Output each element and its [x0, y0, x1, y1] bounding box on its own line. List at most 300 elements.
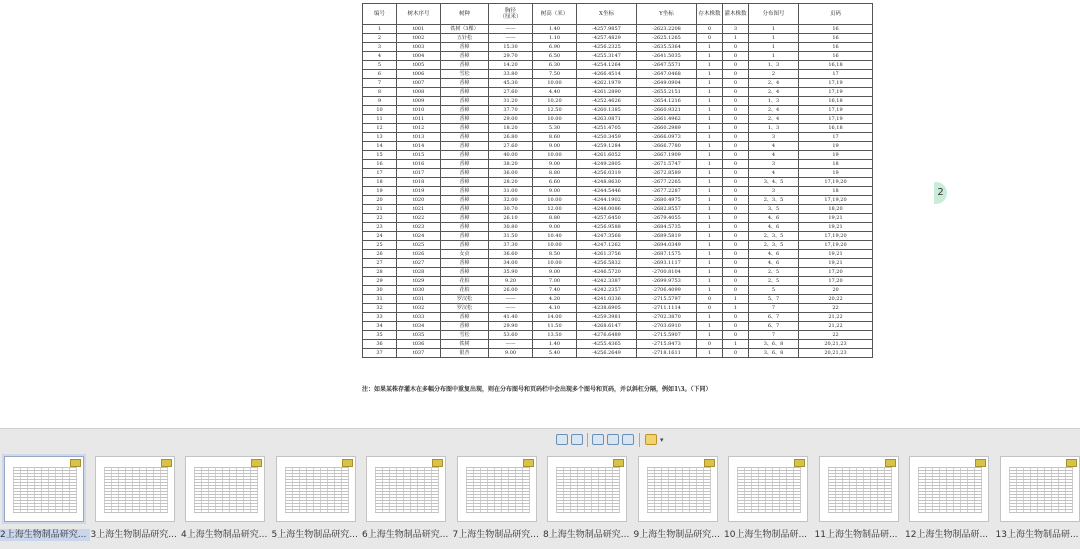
table-cell: t003: [397, 43, 441, 52]
table-row: [363, 304, 873, 313]
table-row: [363, 340, 873, 349]
column-header: 灌木株数: [723, 4, 749, 25]
table-cell: 1: [697, 88, 723, 97]
page-thumbnail[interactable]: [1000, 456, 1080, 544]
table-cell: 3、5: [749, 205, 799, 214]
table-cell: 2、4: [749, 115, 799, 124]
table-row: [363, 61, 873, 70]
table-cell: 2、4: [749, 79, 799, 88]
fit-width-icon[interactable]: [607, 434, 619, 445]
table-row: [363, 97, 873, 106]
table-cell: 香樟: [441, 169, 489, 178]
file-type-icon: [342, 459, 353, 467]
table-cell: 1: [697, 286, 723, 295]
table-cell: 雪松: [441, 331, 489, 340]
table-cell: 女贞: [441, 250, 489, 259]
table-cell: 17,19,20: [799, 196, 873, 205]
table-cell: 19,21: [799, 223, 873, 232]
table-cell: 0: [723, 241, 749, 250]
thumbnail-label: 7上海生物制品研究...: [453, 529, 543, 541]
zoom-out-icon[interactable]: [556, 434, 568, 445]
table-cell: t027: [397, 259, 441, 268]
table-cell: -2623.2208: [637, 25, 697, 34]
page-thumbnail[interactable]: [366, 456, 446, 544]
table-cell: -4263.0871: [577, 115, 637, 124]
table-cell: 4、6: [749, 214, 799, 223]
table-cell: t035: [397, 331, 441, 340]
table-cell: 5.30: [533, 124, 577, 133]
table-cell: 1: [723, 34, 749, 43]
table-cell: 0: [697, 340, 723, 349]
table-cell: 21,22: [799, 313, 873, 322]
table-cell: 6.30: [533, 61, 577, 70]
table-cell: 17,19,20: [799, 232, 873, 241]
thumbnail-page-image: [828, 467, 892, 513]
table-cell: 0: [697, 304, 723, 313]
thumbnail-page-image: [647, 467, 711, 513]
table-cell: -2715.8473: [637, 340, 697, 349]
table-cell: 26.10: [489, 214, 533, 223]
table-cell: 19: [799, 142, 873, 151]
table-cell: 1.40: [533, 340, 577, 349]
column-header: X坐标: [577, 4, 637, 25]
table-cell: 2、5: [749, 277, 799, 286]
thumbnail-toolbar: [0, 429, 1080, 451]
table-cell: 34: [363, 322, 397, 331]
table-cell: 40.00: [489, 151, 533, 160]
table-cell: 18: [799, 187, 873, 196]
table-cell: 28: [363, 268, 397, 277]
table-cell: 0: [723, 133, 749, 142]
table-cell: 11.50: [533, 322, 577, 331]
thumbnail-preview: [366, 456, 446, 522]
table-cell: 香樟: [441, 88, 489, 97]
table-cell: 10.00: [533, 79, 577, 88]
table-cell: 香樟: [441, 241, 489, 250]
table-cell: 16,18: [799, 97, 873, 106]
file-type-icon: [704, 459, 715, 467]
thumbnail-page-image: [104, 467, 168, 513]
table-row: [363, 268, 873, 277]
table-cell: -4262.1979: [577, 79, 637, 88]
table-cell: t019: [397, 187, 441, 196]
toolbar-divider: [587, 433, 588, 447]
table-cell: 2: [363, 34, 397, 43]
table-cell: t033: [397, 313, 441, 322]
table-cell: -4244.1902: [577, 196, 637, 205]
table-cell: -4257.6450: [577, 214, 637, 223]
table-cell: 16,18: [799, 61, 873, 70]
thumbnail-preview: [95, 456, 175, 522]
table-cell: t018: [397, 178, 441, 187]
table-cell: 37: [363, 349, 397, 358]
column-header: 页码: [799, 4, 873, 25]
table-cell: -2655.2151: [637, 88, 697, 97]
table-cell: 香樟: [441, 115, 489, 124]
table-cell: 1: [697, 268, 723, 277]
table-cell: 28.20: [489, 178, 533, 187]
page-thumbnail[interactable]: [909, 456, 989, 544]
thumbnail-preview: [547, 456, 627, 522]
table-row: [363, 259, 873, 268]
column-header: 树木序号: [397, 4, 441, 25]
table-cell: 6、7: [749, 322, 799, 331]
table-cell: 10.00: [533, 259, 577, 268]
table-cell: ——: [489, 304, 533, 313]
table-cell: 1: [697, 106, 723, 115]
table-cell: -2682.8557: [637, 205, 697, 214]
table-cell: 26: [363, 250, 397, 259]
table-cell: 0: [723, 151, 749, 160]
table-cell: -4247.1262: [577, 241, 637, 250]
file-type-icon: [613, 459, 624, 467]
table-cell: 32.00: [489, 196, 533, 205]
table-cell: 1: [697, 214, 723, 223]
table-cell: 香樟: [441, 178, 489, 187]
table-cell: 香樟: [441, 97, 489, 106]
table-row: [363, 124, 873, 133]
table-cell: 7.40: [533, 286, 577, 295]
page-thumbnail[interactable]: [819, 456, 899, 544]
table-row: [363, 160, 873, 169]
table-cell: 27: [363, 259, 397, 268]
table-row: [363, 115, 873, 124]
table-cell: 10: [363, 106, 397, 115]
table-cell: -2667.1909: [637, 151, 697, 160]
table-cell: 香樟: [441, 79, 489, 88]
table-row: [363, 232, 873, 241]
table-cell: 0: [697, 34, 723, 43]
table-cell: -2689.5819: [637, 232, 697, 241]
table-cell: 20: [363, 196, 397, 205]
table-cell: 18: [363, 178, 397, 187]
thumbnail-preview: [909, 456, 989, 522]
table-cell: 1: [697, 52, 723, 61]
actual-size-icon[interactable]: [622, 434, 634, 445]
table-cell: 12: [363, 124, 397, 133]
table-cell: 21,22: [799, 322, 873, 331]
table-cell: 3: [749, 133, 799, 142]
table-row: [363, 142, 873, 151]
table-cell: 7: [749, 304, 799, 313]
table-cell: -4259.3981: [577, 313, 637, 322]
table-cell: 16: [363, 160, 397, 169]
table-row: [363, 205, 873, 214]
table-cell: 0: [723, 97, 749, 106]
table-cell: t020: [397, 196, 441, 205]
table-cell: 1: [697, 61, 723, 70]
column-header: 胸径 （厘米）: [489, 4, 533, 25]
table-cell: -2679.4055: [637, 214, 697, 223]
table-cell: -4261.3756: [577, 250, 637, 259]
page-thumbnail[interactable]: [638, 456, 718, 544]
table-cell: 4: [749, 169, 799, 178]
table-cell: 香樟: [441, 187, 489, 196]
table-row: [363, 70, 873, 79]
file-type-icon: [251, 459, 262, 467]
table-cell: -2635.5364: [637, 43, 697, 52]
table-row: [363, 151, 873, 160]
table-cell: 0: [723, 124, 749, 133]
table-cell: t031: [397, 295, 441, 304]
table-cell: 1: [697, 277, 723, 286]
table-cell: 17,19: [799, 88, 873, 97]
table-cell: 14: [363, 142, 397, 151]
table-cell: -4242.2357: [577, 286, 637, 295]
page-thumbnail[interactable]: [4, 456, 84, 544]
table-cell: 24: [363, 232, 397, 241]
table-cell: ——: [489, 34, 533, 43]
table-cell: 0: [723, 52, 749, 61]
table-cell: 17,19,20: [799, 241, 873, 250]
table-cell: 1: [697, 124, 723, 133]
table-cell: 7.50: [533, 70, 577, 79]
table-cell: t030: [397, 286, 441, 295]
tools-icon[interactable]: [645, 434, 657, 445]
table-cell: -2699.9753: [637, 277, 697, 286]
table-cell: 0: [697, 295, 723, 304]
table-cell: 45.30: [489, 79, 533, 88]
table-cell: t025: [397, 241, 441, 250]
table-cell: 16: [799, 25, 873, 34]
table-cell: 27.60: [489, 142, 533, 151]
table-cell: 6: [363, 70, 397, 79]
table-cell: -2694.0349: [637, 241, 697, 250]
table-cell: 9.00: [533, 223, 577, 232]
table-cell: 53.60: [489, 331, 533, 340]
dropdown-icon[interactable]: ▾: [660, 436, 664, 444]
table-row: [363, 331, 873, 340]
table-cell: 2、3、5: [749, 196, 799, 205]
table-row: [363, 43, 873, 52]
page-thumbnail[interactable]: [185, 456, 265, 544]
table-cell: 8: [363, 88, 397, 97]
table-cell: 31.50: [489, 232, 533, 241]
table-cell: 1: [697, 322, 723, 331]
table-cell: t002: [397, 34, 441, 43]
table-cell: 1: [697, 259, 723, 268]
table-cell: 1: [697, 232, 723, 241]
table-cell: 9.20: [489, 277, 533, 286]
page-thumbnail[interactable]: [728, 456, 808, 544]
table-cell: 1: [697, 331, 723, 340]
table-cell: -4249.2805: [577, 160, 637, 169]
table-cell: 罗汉松: [441, 295, 489, 304]
table-cell: -4260.1385: [577, 106, 637, 115]
table-cell: 香樟: [441, 232, 489, 241]
table-cell: t026: [397, 250, 441, 259]
table-cell: 19,21: [799, 250, 873, 259]
column-header: 存木株数: [697, 4, 723, 25]
table-cell: -4254.1264: [577, 61, 637, 70]
table-cell: 0: [723, 322, 749, 331]
page-thumbnail[interactable]: [276, 456, 356, 544]
table-cell: 33: [363, 313, 397, 322]
table-cell: -2647.0468: [637, 70, 697, 79]
table-cell: t037: [397, 349, 441, 358]
table-cell: -4268.6147: [577, 322, 637, 331]
table-cell: 8.60: [533, 133, 577, 142]
table-cell: t032: [397, 304, 441, 313]
table-cell: 19: [363, 187, 397, 196]
table-cell: 17,20: [799, 277, 873, 286]
column-header: 分布图号: [749, 4, 799, 25]
table-row: [363, 169, 873, 178]
table-cell: t034: [397, 322, 441, 331]
table-cell: -4238.6905: [577, 304, 637, 313]
table-cell: 15: [363, 151, 397, 160]
table-cell: 0: [723, 349, 749, 358]
page-thumbnail[interactable]: [457, 456, 537, 544]
table-row: [363, 313, 873, 322]
table-cell: -2661.4962: [637, 115, 697, 124]
thumbnail-label: 12上海生物制品研...: [905, 529, 995, 541]
table-cell: t017: [397, 169, 441, 178]
table-cell: 19,21: [799, 214, 873, 223]
table-cell: -4256.2649: [577, 349, 637, 358]
table-cell: t013: [397, 133, 441, 142]
table-cell: 8.80: [533, 169, 577, 178]
table-cell: -4255.3147: [577, 52, 637, 61]
table-cell: -2666.7780: [637, 142, 697, 151]
table-cell: 18: [799, 160, 873, 169]
table-cell: 1: [749, 34, 799, 43]
page-number-badge[interactable]: 2: [934, 182, 947, 204]
fit-page-icon[interactable]: [592, 434, 604, 445]
table-cell: 22: [799, 304, 873, 313]
table-cell: t005: [397, 61, 441, 70]
table-cell: -2702.3870: [637, 313, 697, 322]
table-cell: 35: [363, 331, 397, 340]
table-cell: 17,19: [799, 106, 873, 115]
table-cell: -4248.0086: [577, 205, 637, 214]
thumbnail-label: 6上海生物制品研究...: [362, 529, 452, 541]
table-row: [363, 34, 873, 43]
table-cell: 17,19,20: [799, 178, 873, 187]
table-cell: 25: [363, 241, 397, 250]
zoom-in-icon[interactable]: [571, 434, 583, 445]
table-cell: 18.20: [489, 124, 533, 133]
table-cell: 3、4、5: [749, 178, 799, 187]
table-cell: t011: [397, 115, 441, 124]
table-cell: 31: [363, 295, 397, 304]
table-cell: 6、7: [749, 313, 799, 322]
thumbnail-page-image: [375, 467, 439, 513]
table-cell: 16: [799, 43, 873, 52]
file-type-icon: [70, 459, 81, 467]
table-cell: 17,19: [799, 79, 873, 88]
table-cell: -2687.1575: [637, 250, 697, 259]
table-cell: 19: [799, 169, 873, 178]
table-cell: 1: [697, 205, 723, 214]
table-cell: 7.00: [533, 277, 577, 286]
table-cell: 1: [697, 43, 723, 52]
table-cell: 5.40: [533, 349, 577, 358]
table-cell: 37.70: [489, 106, 533, 115]
tree-inventory-table: [362, 3, 873, 358]
table-cell: -2641.5035: [637, 52, 697, 61]
table-cell: t021: [397, 205, 441, 214]
table-row: [363, 286, 873, 295]
table-cell: 31.00: [489, 187, 533, 196]
toolbar-divider: [639, 433, 640, 447]
table-cell: 1.40: [533, 25, 577, 34]
table-cell: 17: [799, 133, 873, 142]
table-cell: 五针松: [441, 34, 489, 43]
table-cell: 11: [363, 115, 397, 124]
table-cell: 1: [697, 151, 723, 160]
table-cell: 14.00: [533, 313, 577, 322]
table-cell: t022: [397, 214, 441, 223]
table-cell: 14.20: [489, 61, 533, 70]
table-cell: 0: [723, 142, 749, 151]
table-cell: 0: [723, 286, 749, 295]
table-cell: 0: [723, 277, 749, 286]
table-cell: 35.90: [489, 268, 533, 277]
table-cell: -4242.3387: [577, 277, 637, 286]
thumbnail-label: 2上海生物制品研究...: [0, 529, 90, 541]
table-cell: 17: [799, 70, 873, 79]
table-cell: 4.10: [533, 304, 577, 313]
page-thumbnail[interactable]: [95, 456, 175, 544]
table-row: [363, 133, 873, 142]
file-type-icon: [885, 459, 896, 467]
table-cell: 香樟: [441, 259, 489, 268]
table-cell: -4255.4365: [577, 340, 637, 349]
table-cell: 20,22: [799, 295, 873, 304]
table-cell: 38.20: [489, 160, 533, 169]
table-cell: 0: [723, 187, 749, 196]
table-cell: -2693.1117: [637, 259, 697, 268]
page-thumbnail[interactable]: [547, 456, 627, 544]
table-cell: 29.70: [489, 52, 533, 61]
table-cell: 3: [749, 160, 799, 169]
table-row: [363, 178, 873, 187]
table-cell: 2: [749, 70, 799, 79]
table-cell: 1: [697, 133, 723, 142]
table-cell: 6.90: [533, 43, 577, 52]
thumbnail-page-image: [1009, 467, 1073, 513]
table-cell: 香樟: [441, 142, 489, 151]
table-cell: 1: [697, 79, 723, 88]
table-cell: 16: [799, 52, 873, 61]
table-cell: 香樟: [441, 322, 489, 331]
table-cell: 31.20: [489, 97, 533, 106]
table-cell: -4256.5832: [577, 259, 637, 268]
table-cell: -2684.5735: [637, 223, 697, 232]
table-cell: 香樟: [441, 124, 489, 133]
thumbnail-preview: [819, 456, 899, 522]
table-cell: -4241.0336: [577, 295, 637, 304]
table-cell: 1: [697, 313, 723, 322]
table-cell: 0: [723, 160, 749, 169]
table-cell: 4.40: [533, 88, 577, 97]
table-cell: 香樟: [441, 214, 489, 223]
table-cell: 9.00: [533, 142, 577, 151]
table-cell: 16,18: [799, 124, 873, 133]
table-cell: t023: [397, 223, 441, 232]
table-cell: 13: [363, 133, 397, 142]
table-row: [363, 277, 873, 286]
table-cell: 3: [363, 43, 397, 52]
table-cell: 5: [363, 61, 397, 70]
table-cell: -4259.1284: [577, 142, 637, 151]
table-row: [363, 25, 873, 34]
table-cell: 罗汉松: [441, 304, 489, 313]
table-cell: 香樟: [441, 268, 489, 277]
table-cell: 1: [697, 178, 723, 187]
table-cell: t007: [397, 79, 441, 88]
